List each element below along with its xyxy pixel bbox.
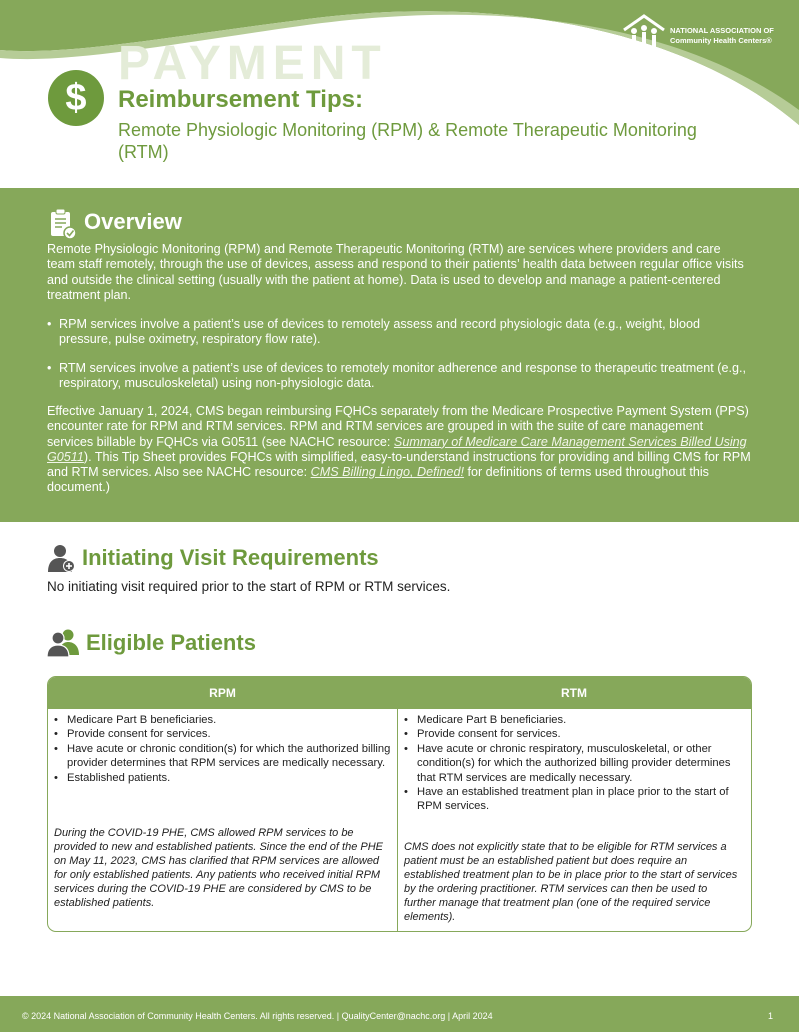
house-logo-icon (622, 14, 666, 50)
people-icon (46, 628, 80, 658)
overview-bullet-rtm: • RTM services involve a patient’s use of devices to remotely monitor adherence and response to therapeutic treatment (e.g., respiratory, musculoskeletal) using non-physiologic data. (47, 361, 752, 392)
rpm-criteria-list (54, 713, 392, 785)
category-label: PAYMENT (118, 37, 387, 90)
rtm-criteria-list (404, 713, 744, 814)
overview-panel (0, 188, 799, 522)
eligibility-table (47, 676, 752, 932)
list-item: • Provide consent for services. (404, 727, 744, 741)
overview-effective-paragraph (47, 404, 752, 496)
registered-mark: ® (766, 36, 772, 45)
initiating-visit-heading: Initiating Visit Requirements (82, 545, 379, 570)
column-header-rtm: RTM (561, 686, 587, 700)
rpm-column (54, 713, 392, 927)
list-item: • Have acute or chronic condition(s) for which the authorized billing provider determines that RPM services are medically necessary. (54, 742, 392, 771)
clipboard-check-icon (48, 208, 78, 240)
column-header-rpm: RPM (209, 686, 236, 700)
list-item: • Have an established treatment plan in place prior to the start of RPM services. (404, 785, 744, 814)
list-item: • Have acute or chronic respiratory, musculoskeletal, or other condition(s) for which the authorized billing provider determines that RTM services are medically necessary. (404, 742, 744, 785)
overview-heading: Overview (84, 209, 182, 234)
overview-bullet-rpm: • RPM services involve a patient’s use of devices to remotely assess and record physiologic data (e.g., weight, blood pressure, pulse oximetry, respiratory flow rate). (47, 317, 752, 348)
page-subtitle: Remote Physiologic Monitoring (RPM) & Remote Therapeutic Monitoring (RTM) (118, 120, 697, 162)
org-name-line2: Community Health Centers (670, 36, 767, 45)
list-item: • Medicare Part B beneficiaries. (404, 713, 744, 727)
overview-text-part2: ). This Tip Sheet provides FQHCs with simplified, easy-to-understand instructions for providing and billing CMS for RPM and RTM services. Also see NACHC resource: (47, 449, 751, 480)
page-number: 1 (767, 1011, 773, 1021)
rpm-note: During the COVID-19 PHE, CMS allowed RPM services to be provided to new and established patients. Since the end of the PHE on May 11, 2023, CMS has clarified that RPM services are allowed for only established patients. Any patients who received initial RPM services during the COVID-19 PHE are considered by CMS to be established patients. (54, 827, 383, 909)
table-header-row (48, 677, 751, 709)
initiating-visit-text: No initiating visit required prior to the start of RPM or RTM services. (47, 579, 451, 594)
list-item: • Provide consent for services. (54, 727, 392, 741)
billing-lingo-link[interactable]: CMS Billing Lingo, Defined! (310, 465, 464, 480)
eligible-patients-heading: Eligible Patients (86, 630, 256, 655)
overview-intro: Remote Physiologic Monitoring (RPM) and Remote Therapeutic Monitoring (RTM) are services where providers and care team staff remotely, through the use of devices, assess and respond to their patients’ health data between regular office visits and outside the clinical setting (usually with the patient at home). Data is used to develop and manage a patient-centered treatment plan. (47, 242, 744, 302)
list-item: • Medicare Part B beneficiaries. (54, 713, 392, 727)
page-footer (0, 996, 799, 1032)
org-name (670, 26, 774, 46)
overview-text-part1: Effective January 1, 2024, CMS began reimbursing FQHCs separately from the Medicare Prospective Payment System (PPS) encounter rate for RPM and RTM services. RPM and RTM services are grouped in with the suite of care management services billable by FQHCs via G0511 (see NACHC resource: (47, 404, 749, 449)
column-divider (397, 677, 398, 931)
overview-bullets (47, 317, 752, 404)
org-logo (622, 12, 792, 54)
person-plus-icon (47, 543, 77, 573)
footer-text: © 2024 National Association of Community Health Centers. All rights reserved. | QualityCenter@nachc.org | April 2024 (22, 1011, 493, 1021)
g0511-summary-link[interactable]: Summary of Medicare Care Management Services Billed Using G0511 (47, 434, 747, 464)
org-name-line1: NATIONAL ASSOCIATION OF (670, 26, 774, 35)
dollar-icon: $ (48, 70, 104, 126)
overview-text-part3: for definitions of terms used throughout this document.) (47, 465, 709, 495)
page-header (0, 0, 799, 188)
rtm-column (404, 713, 744, 927)
list-item: • Established patients. (54, 771, 392, 785)
page-title: Reimbursement Tips: (118, 86, 363, 113)
rtm-note: CMS does not explicitly state that to be eligible for RTM services a patient must be an established patient but does require an established treatment plan to be in place prior to the start of services by the ordering practitioner. RTM services can then be used to further manage that treatment plan (one of the required service elements). (404, 841, 738, 923)
